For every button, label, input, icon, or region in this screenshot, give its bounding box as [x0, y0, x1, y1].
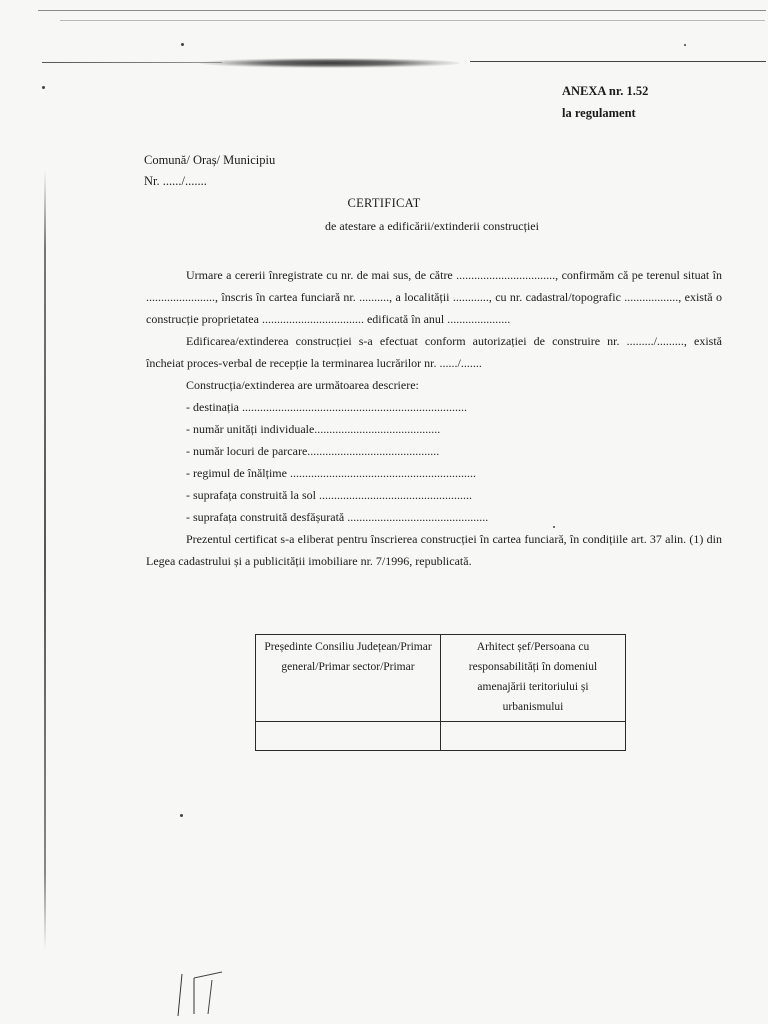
handwritten-mark [172, 970, 232, 1020]
scan-speck [42, 86, 45, 89]
issuer-header [144, 150, 275, 192]
description-item-total-area: - suprafața construită desfășurată ............................................... [186, 510, 489, 524]
description-intro: Construcția/extinderea are următoarea descriere: [186, 378, 419, 392]
signature-table [255, 634, 626, 751]
description-item-height: - regimul de înălțime .............................................................. [186, 466, 476, 480]
document-title: CERTIFICAT [347, 196, 421, 210]
legal-basis-paragraph: Prezentul certificat s-a eliberat pentru înscrierea construcției în cartea funciară, în condițiile art. 37 alin. (1) din Legea cadastrului și a publicității imobiliare nr. 7/1996, republicată. [146, 532, 722, 568]
scan-smudge [200, 58, 460, 68]
signature-space-architect [441, 722, 626, 751]
signature-cell-mayor: Președinte Consiliu Județean/Primar general/Primar sector/Primar [256, 635, 441, 722]
scan-edge-line [60, 20, 765, 21]
annex-label [562, 80, 648, 124]
scan-artifact-line [470, 61, 766, 62]
description-item-destination: - destinația ........................................................................... [186, 400, 467, 414]
municipality-label: Comună/ Oraș/ Municipiu [144, 153, 276, 167]
scan-speck [684, 44, 686, 46]
description-item-ground-area: - suprafața construită la sol ................................................... [186, 488, 472, 502]
signature-cell-architect: Arhitect șef/Persoana cu responsabilități în domeniul amenajării teritoriului și urbanismului [441, 635, 626, 722]
description-item-units: - număr unități individuale.......................................... [186, 422, 441, 436]
signature-space-mayor [256, 722, 441, 751]
authorization-paragraph: Edificarea/extinderea construcției s-a efectuat conform autorizației de construire nr. ........./........., există încheiat proces-verbal de recepție la terminarea lucrărilor nr. ....../....... [146, 334, 722, 370]
registration-number: Nr. ....../....... [144, 174, 207, 188]
scan-edge-line [38, 10, 766, 11]
scan-speck [181, 43, 184, 46]
document-subtitle: de atestare a edificării/extinderii construcției [325, 219, 539, 233]
scan-speck [180, 814, 183, 817]
annex-regulation: la regulament [562, 106, 636, 120]
description-item-parking: - număr locuri de parcare............................................ [186, 444, 440, 458]
request-paragraph: Urmare a cererii înregistrate cu nr. de mai sus, de către ................................., confirmăm că pe terenul situat în ......................., înscris în cartea funciară nr. .........., a localității ............, cu nr. cadastral/topografic .................., există o construcție proprietatea .................................. edificată în anul ..................... [146, 268, 722, 326]
certificate-body [146, 264, 722, 572]
annex-number: ANEXA nr. 1.52 [562, 84, 649, 98]
scan-margin-shadow [44, 170, 46, 950]
scan-artifact-line [42, 62, 222, 63]
